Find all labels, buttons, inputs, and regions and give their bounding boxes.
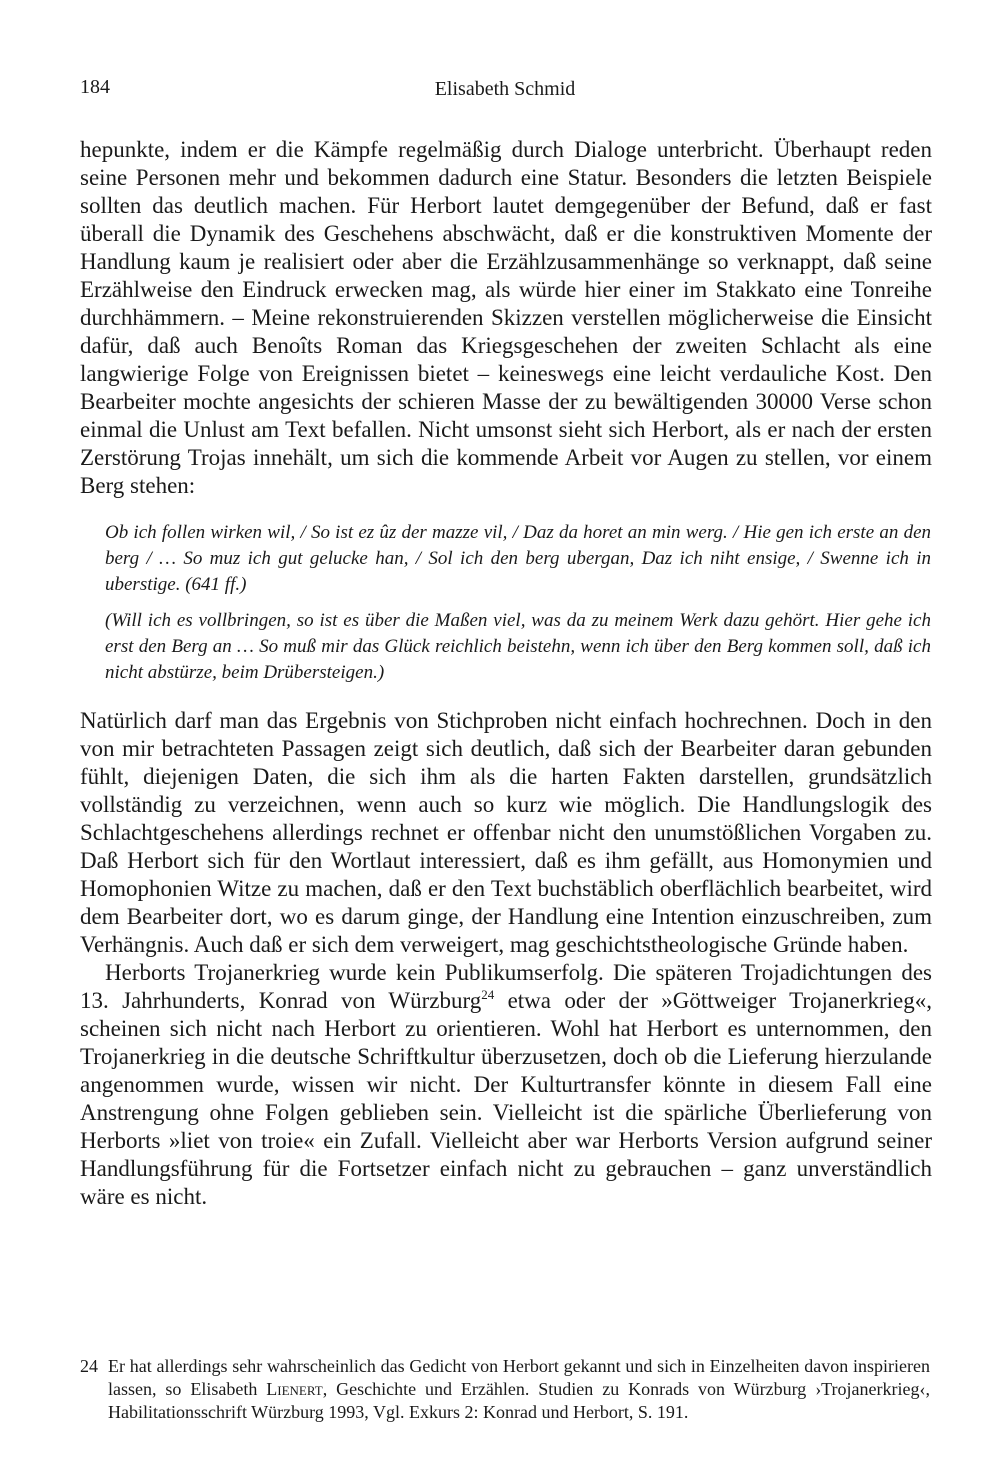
- footnote-reference[interactable]: 24: [481, 987, 495, 1002]
- running-head: Elisabeth Schmid: [434, 78, 576, 100]
- footnote: [80, 1355, 930, 1424]
- verse-quotation: [105, 520, 931, 686]
- footnote-text-end: , Geschichte und Erzählen. Studien zu Konrads von Würzburg ›Trojanerkrieg‹, Habilitationsschrift Würzburg 1993, Vgl. Exkurs 2: Konrad und Herbort, S. 191.: [108, 1379, 930, 1422]
- page-number: 184: [80, 76, 110, 98]
- footnote-author: Lienert: [266, 1379, 323, 1399]
- page-header: [80, 76, 930, 106]
- quote-middle-high-german: Ob ich follen wirken wil, / So ist ez ûz der mazze vil, / Daz da horet an min werg. / Hie gen ich erste an den berg / … So muz ich gut gelucke han, / Sol ich den berg ubergan, Daz ich niht ensige, / Swenne ich in uberstige. (641 ff.): [105, 522, 931, 595]
- paragraph-3-start: Herborts Trojanerkrieg wurde kein Publikumserfolg. Die späteren Trojadichtungen des 13. Jahrhunderts, Konrad von Würzburg: [80, 960, 932, 1013]
- body-section-bottom: [80, 707, 932, 1211]
- body-section-top: [80, 136, 932, 500]
- quote-translation: (Will ich es vollbringen, so ist es über die Maßen viel, was da zu meinem Werk dazu gehört. Hier gehe ich erst den Berg an … So muß mir das Glück reichlich beistehn, wenn ich über den Berg kommen soll, daß ich nicht abstürze, beim Drübersteigen.): [105, 610, 931, 683]
- paragraph-3-end: etwa oder der »Göttweiger Trojanerkrieg«, scheinen sich nicht nach Herbort zu orientieren. Wohl hat Herbort es unternommen, den Trojanerkrieg in die deutsche Schriftkultur überzusetzen, doch ob die Lieferung hierzulande angenommen wurde, wissen wir nicht. Der Kulturtransfer könnte in diesem Fall eine Anstrengung ohne Folgen geblieben sein. Vielleicht ist die spärliche Überlieferung von Herborts »liet von troie« ein Zufall. Vielleicht aber war Herborts Version aufgrund seiner Handlungsführung für die Fortsetzer einfach nicht zu gebrauchen – ganz unverständlich wäre es nicht.: [80, 988, 932, 1209]
- paragraph-1: hepunkte, indem er die Kämpfe regelmäßig durch Dialoge unterbricht. Überhaupt reden seine Personen mehr und bekommen dadurch eine Statur. Besonders die letzten Beispiele sollten das deutlich machen. Für Herbort lautet demgegenüber der Befund, daß er fast überall die Dynamik des Geschehens abschwächt, daß er die konstruktiven Momente der Handlung kaum je realisiert oder aber die Erzählzusammenhänge so verknappt, daß seine Erzählweise den Eindruck erwecken mag, als würde hier einer im Stakkato eine Tonreihe durchhämmern. – Meine rekonstruierenden Skizzen verstellen möglicherweise die Einsicht dafür, daß auch Benoîts Roman das Kriegsgeschehen der zweiten Schlacht als eine langwierige Folge von Ereignissen bietet – keineswegs eine leicht verdauliche Kost. Den Bearbeiter mochte angesichts der schieren Masse der zu bewältigenden 30000 Verse schon einmal die Unlust am Text befallen. Nicht umsonst sieht sich Herbort, als er nach der ersten Zerstörung Trojas innehält, um sich die kommende Arbeit vor Augen zu stellen, vor einem Berg stehen:: [80, 137, 932, 498]
- footnote-number: 24: [80, 1356, 98, 1376]
- paragraph-2: Natürlich darf man das Ergebnis von Stichproben nicht einfach hochrechnen. Doch in den von mir betrachteten Passagen zeigt sich deutlich, daß sich der Bearbeiter daran gebunden fühlt, diejenigen Daten, die sich ihm als die harten Fakten darstellen, grundsätzlich vollständig zu verzeichnen, wenn auch so kurz wie möglich. Die Handlungslogik des Schlachtgeschehens allerdings rechnet er offenbar nicht den unumstößlichen Vorgaben zu. Daß Herbort sich für den Wortlaut interessiert, daß es ihm gefällt, aus Homonymien und Homophonien Witze zu machen, daß er den Text buchstäblich oberflächlich bearbeitet, wird dem Bearbeiter dort, wo es darum ginge, der Handlung eine Intention einzuschreiben, zum Verhängnis. Auch daß er sich dem verweigert, mag geschichtstheologische Gründe haben.: [80, 708, 932, 957]
- footnote-text: [108, 1355, 930, 1424]
- footnote-text-start: Er hat allerdings sehr wahrscheinlich das Gedicht von Herbort gekannt und sich in Einzelheiten davon inspirieren lassen, so Elisabeth: [108, 1356, 930, 1399]
- paragraph-3: [80, 959, 932, 1211]
